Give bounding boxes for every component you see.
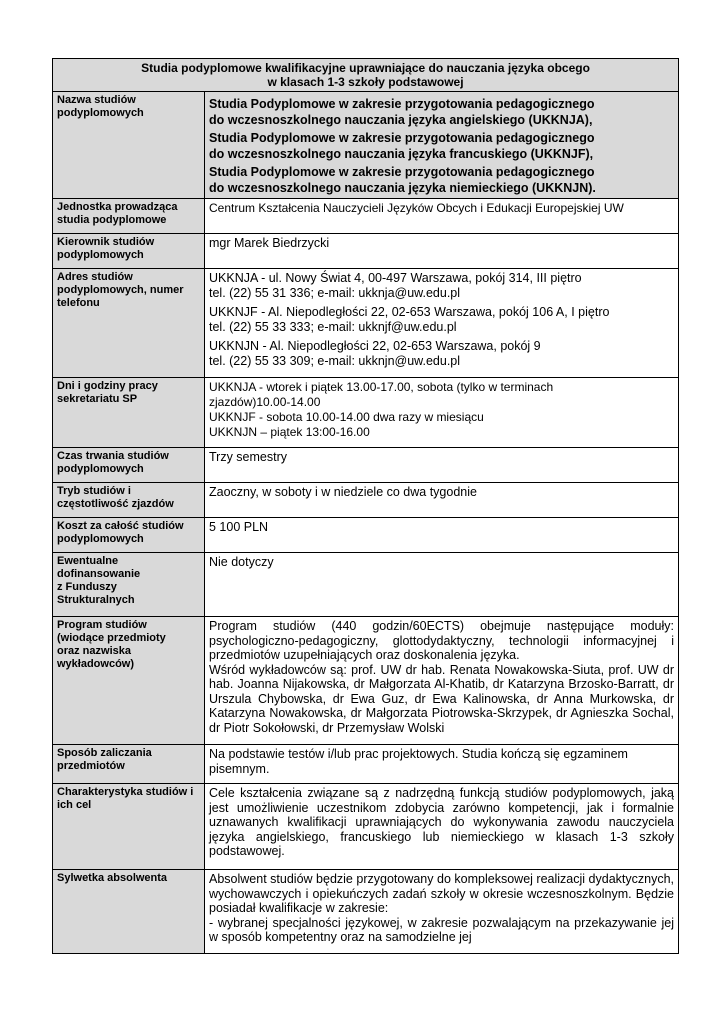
value-tryb: Zaoczny, w soboty i w niedziele co dwa tygodnie [205,483,679,518]
value-kierownik: mgr Marek Biedrzycki [205,234,679,269]
table-title: Studia podyplomowe kwalifikacyjne uprawniające do nauczania języka obcego w klasach 1-3 szkoły podstawowej [53,59,679,92]
value-charakterystyka: Cele kształcenia związane są z nadrzędną funkcją studiów podyplomowych, jaką jest umożliwienie uczestnikom zdobycia zarówno kompetencji, jak i formalnie uznawanych kwalifikacji uprawniających do wykonywania zawodu nauczyciela języka angielskiego, francuskiego lub niemieckiego w klasach 1-3 szkoły podstawowej. [205,784,679,870]
label-czas: Czas trwania studiów podyplomowych [53,448,205,483]
row-nazwa [53,92,679,199]
value-adres [205,269,679,378]
label-dofinansowanie: Ewentualne dofinansowanie z Funduszy Strukturalnych [53,553,205,617]
address-ukknja: UKKNJA - ul. Nowy Świat 4, 00-497 Warszawa, pokój 314, III piętro tel. (22) 55 31 336; e-mail: ukknja@uw.edu.pl [209,271,582,300]
label-kierownik: Kierownik studiów podyplomowych [53,234,205,269]
value-koszt: 5 100 PLN [205,518,679,553]
value-dofinansowanie: Nie dotyczy [205,553,679,617]
value-program: Program studiów (440 godzin/60ECTS) obejmuje następujące moduły: psychologiczno-pedagogiczny, glottodydaktyczny, technologii informacyjnej i przedmiotów uzupełniających oraz doskonalenia języka. Wśród wykładowców są: prof. UW dr hab. Renata Nowakowska-Siuta, prof. UW dr hab. Joanna Nijakowska, dr Małgorzata Al-Khatib, dr Katarzyna Brzosko-Barratt, dr Urszula Chybowska, dr Ewa Guz, dr Ewa Kalinowska, dr Anna Murkowska, dr Katarzyna Nowakowska, dr Małgorzata Piotrowska-Skrzypek, dr Agnieszka Sochal, dr Piotr Sokołowski, dr Przemysław Wolski [205,617,679,745]
program-name-ukknjf: Studia Podyplomowe w zakresie przygotowania pedagogicznego do wczesnoszkolnego nauczania języka francuskiego (UKKNJF), [209,131,595,161]
row-adres [53,269,679,378]
value-czas: Trzy semestry [205,448,679,483]
label-tryb: Tryb studiów i częstotliwość zjazdów [53,483,205,518]
address-ukknjf: UKKNJF - Al. Niepodległości 22, 02-653 Warszawa, pokój 106 A, I piętro tel. (22) 55 33 333; e-mail: ukknjf@uw.edu.pl [209,305,610,334]
value-nazwa [205,92,679,199]
row-kierownik [53,234,679,269]
label-koszt: Koszt za całość studiów podyplomowych [53,518,205,553]
label-nazwa: Nazwa studiów podyplomowych [53,92,205,199]
row-dofinansowanie [53,553,679,617]
info-table [52,58,679,954]
value-dni: UKKNJA - wtorek i piątek 13.00-17.00, sobota (tylko w terminach zjazdów)10.00-14.00 UKKNJF - sobota 10.00-14.00 dwa razy w miesiącu UKKNJN – piątek 13:00-16.00 [205,378,679,448]
row-koszt [53,518,679,553]
row-czas [53,448,679,483]
value-sposob: Na podstawie testów i/lub prac projektowych. Studia kończą się egzaminem pisemnym. [205,745,679,784]
title-row [53,59,679,92]
label-sylwetka: Sylwetka absolwenta [53,870,205,954]
program-name-ukknjn: Studia Podyplomowe w zakresie przygotowania pedagogicznego do wczesnoszkolnego nauczania języka niemieckiego (UKKNJN). [209,165,596,195]
label-program: Program studiów (wiodące przedmioty oraz nazwiska wykładowców) [53,617,205,745]
label-jednostka: Jednostka prowadząca studia podyplomowe [53,199,205,234]
document-page [52,58,678,954]
value-jednostka: Centrum Kształcenia Nauczycieli Języków Obcych i Edukacji Europejskiej UW [205,199,679,234]
row-sylwetka [53,870,679,954]
row-charakterystyka [53,784,679,870]
value-sylwetka: Absolwent studiów będzie przygotowany do kompleksowej realizacji dydaktycznych, wychowawczych i opiekuńczych zadań szkoły w okresie wczesnoszkolnym. Będzie posiadał kwalifikacje w zakresie: - wybranej specjalności językowej, w zakresie pozwalającym na przekazywanie jej w sposób kompetentny oraz na samodzielne jej [205,870,679,954]
row-program [53,617,679,745]
row-dni [53,378,679,448]
label-sposob: Sposób zaliczania przedmiotów [53,745,205,784]
label-charakterystyka: Charakterystyka studiów i ich cel [53,784,205,870]
label-adres: Adres studiów podyplomowych, numer telefonu [53,269,205,378]
address-ukknjn: UKKNJN - Al. Niepodległości 22, 02-653 Warszawa, pokój 9 tel. (22) 55 33 309; e-mail: ukknjn@uw.edu.pl [209,339,541,368]
label-dni: Dni i godziny pracy sekretariatu SP [53,378,205,448]
row-jednostka [53,199,679,234]
program-name-ukknja: Studia Podyplomowe w zakresie przygotowania pedagogicznego do wczesnoszkolnego nauczania języka angielskiego (UKKNJA), [209,97,595,127]
row-tryb [53,483,679,518]
row-sposob [53,745,679,784]
